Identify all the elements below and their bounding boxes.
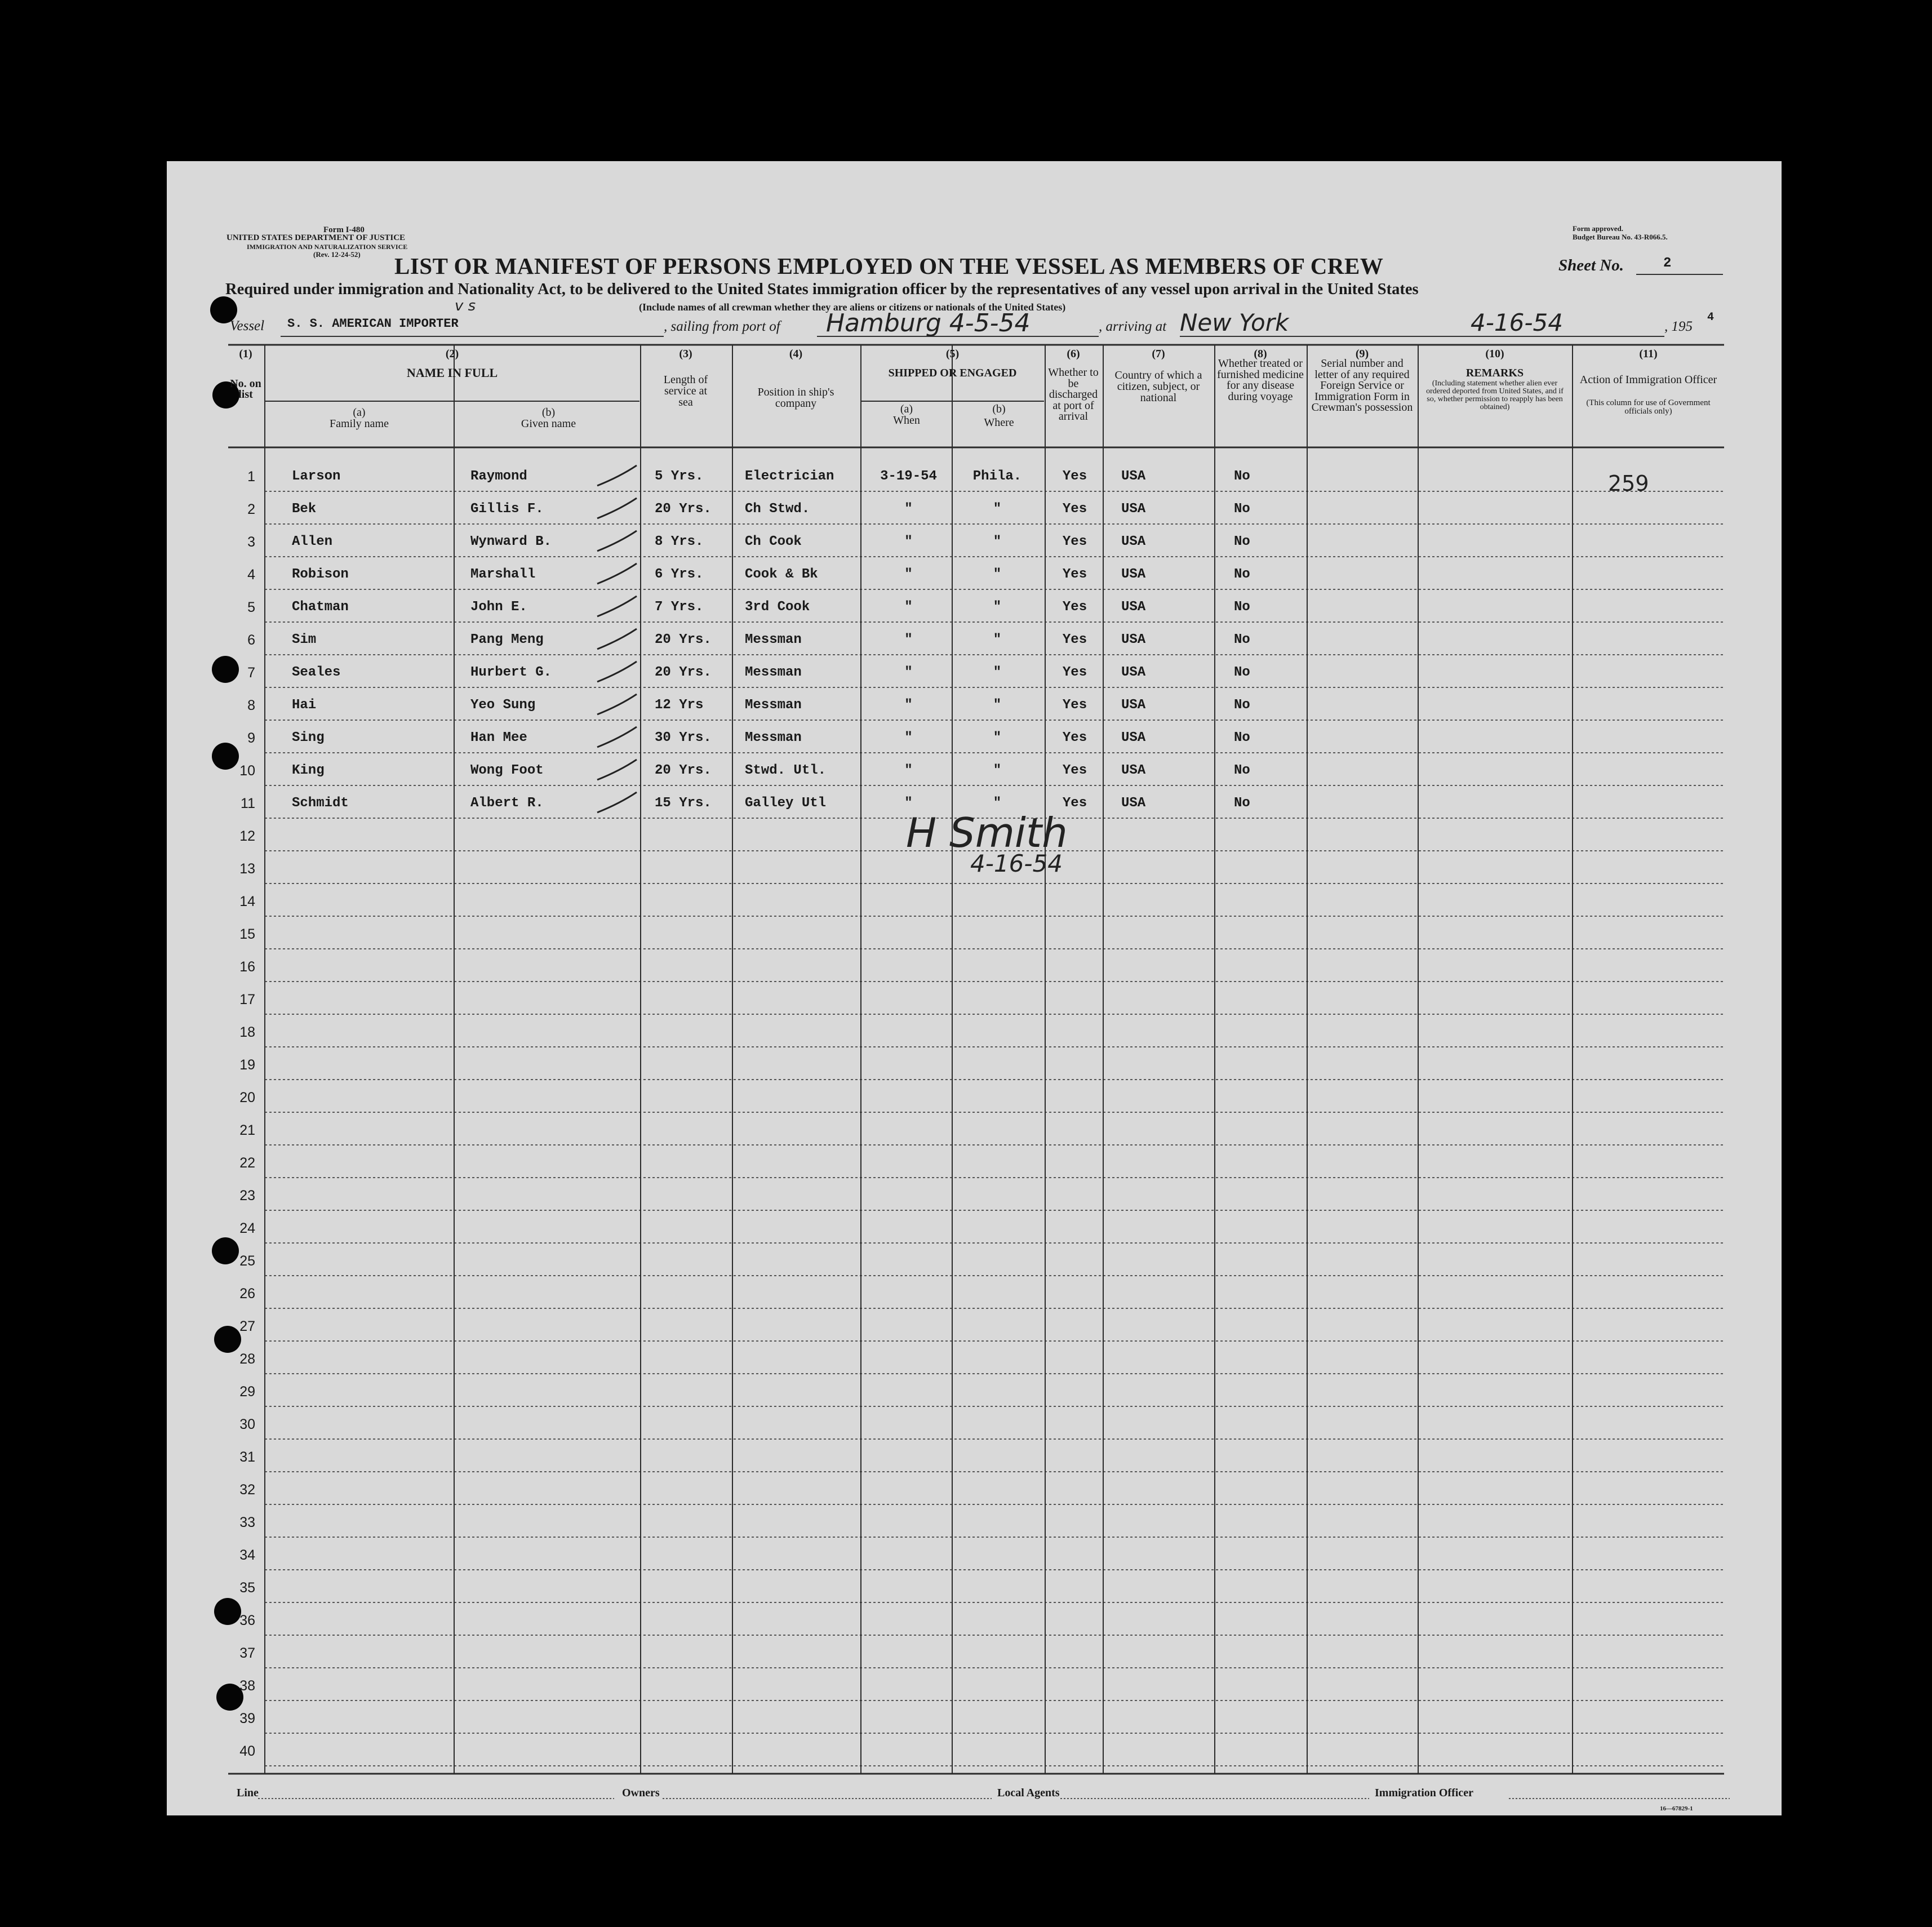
position: 3rd Cook <box>745 600 810 615</box>
discharged: Yes <box>1062 698 1087 713</box>
position: Cook & Bk <box>745 567 818 582</box>
shipped-where: " <box>993 763 1002 778</box>
shipped-where: " <box>993 567 1002 582</box>
line-number: 38 <box>239 1678 255 1694</box>
line-number: 35 <box>239 1580 255 1596</box>
family-name: Hai <box>292 698 317 713</box>
footer-agents-label: Local Agents <box>997 1787 1060 1799</box>
shipped-when: " <box>904 698 913 713</box>
col7-number: (7) <box>1152 348 1165 360</box>
family-name: Larson <box>292 469 341 484</box>
department: UNITED STATES DEPARTMENT OF JUSTICE <box>226 233 406 242</box>
row-number: 9 <box>247 730 255 746</box>
given-name: Pang Meng <box>470 632 544 647</box>
revision: (Rev. 12-24-52) <box>313 250 361 259</box>
treated: No <box>1234 763 1250 778</box>
service-length: 20 Yrs. <box>655 632 712 647</box>
service-length: 20 Yrs. <box>655 665 712 680</box>
service-length: 20 Yrs. <box>655 763 712 778</box>
include-note: (Include names of all crewman whether they are aliens or citizens or nationals of the United States) <box>639 301 1066 313</box>
year-digit: 4 <box>1707 311 1715 324</box>
service-length: 6 Yrs. <box>655 567 704 582</box>
shipped-when: " <box>904 632 913 647</box>
sailing-port: Hamburg 4-5-54 <box>826 309 1031 338</box>
service: IMMIGRATION AND NATURALIZATION SERVICE <box>247 243 408 251</box>
line-number: 16 <box>239 959 255 975</box>
col2a-header: Family name <box>330 418 389 430</box>
shipped-when: " <box>904 567 913 582</box>
line-number: 32 <box>239 1482 255 1498</box>
family-name: Robison <box>292 567 349 582</box>
discharged: Yes <box>1062 796 1087 811</box>
row-number: 1 <box>247 469 255 485</box>
col10-header: REMARKS <box>1465 367 1524 379</box>
line-number: 18 <box>239 1024 255 1040</box>
shipped-when: " <box>904 600 913 615</box>
given-name: John E. <box>470 600 527 615</box>
treated: No <box>1234 730 1250 745</box>
col8-header: Whether treated or furnished medicine for any disease during voyage <box>1217 357 1304 403</box>
country: USA <box>1121 665 1146 680</box>
discharged: Yes <box>1062 469 1087 484</box>
col1-header: No. on list <box>230 378 261 401</box>
family-name: Seales <box>292 665 341 680</box>
position: Messman <box>745 632 802 647</box>
row-number: 10 <box>239 763 255 779</box>
treated: No <box>1234 665 1250 680</box>
line-number: 37 <box>239 1645 255 1661</box>
line-number: 34 <box>239 1547 255 1563</box>
treated: No <box>1234 534 1250 549</box>
given-name: Han Mee <box>470 730 527 745</box>
shipped-when: " <box>904 730 913 745</box>
requirement-text: Required under immigration and Nationality Act, to be delivered to the United States immigration officer by the representatives of any vessel upon arrival in the United States <box>225 281 1419 298</box>
family-name: Sim <box>292 632 317 647</box>
col7-header: Country of which a citizen, subject, or national <box>1114 369 1202 404</box>
treated: No <box>1234 698 1250 713</box>
country: USA <box>1121 730 1146 745</box>
shipped-where: Phila. <box>972 469 1022 484</box>
position: Ch Stwd. <box>745 501 810 517</box>
arriving-port: New York <box>1180 309 1289 336</box>
family-name: Allen <box>292 534 333 549</box>
given-name: Wong Foot <box>470 763 544 778</box>
discharged: Yes <box>1062 534 1087 549</box>
line-number: 27 <box>239 1318 255 1334</box>
sheet-number: 2 <box>1663 256 1672 271</box>
line-number: 31 <box>239 1449 255 1465</box>
country: USA <box>1121 567 1146 582</box>
service-length: 5 Yrs. <box>655 469 704 484</box>
position: Messman <box>745 698 802 713</box>
col8-number: (8) <box>1254 348 1267 360</box>
country: USA <box>1121 600 1146 615</box>
treated: No <box>1234 632 1250 647</box>
line-number: 29 <box>239 1384 255 1400</box>
page-title: LIST OR MANIFEST OF PERSONS EMPLOYED ON THE VESSEL AS MEMBERS OF CREW <box>394 253 1384 279</box>
line-number: 33 <box>239 1515 255 1530</box>
line-number: 17 <box>239 992 255 1007</box>
shipped-when: " <box>904 534 913 549</box>
sheet-label: Sheet No. <box>1558 256 1624 274</box>
country: USA <box>1121 796 1146 811</box>
shipped-where: " <box>993 665 1002 680</box>
position: Stwd. Utl. <box>745 763 827 778</box>
line-number: 26 <box>239 1286 255 1302</box>
service-length: 12 Yrs <box>655 698 704 713</box>
col5b-header: Where <box>984 416 1014 429</box>
line-number: 21 <box>239 1122 255 1138</box>
treated: No <box>1234 796 1250 811</box>
line-number: 12 <box>239 828 255 844</box>
treated: No <box>1234 469 1250 484</box>
line-number: 19 <box>239 1057 255 1073</box>
shipped-where: " <box>993 698 1002 713</box>
line-number: 39 <box>239 1711 255 1726</box>
given-name: Marshall <box>470 567 536 582</box>
row-number: 8 <box>247 698 255 713</box>
service-length: 20 Yrs. <box>655 501 712 517</box>
line-number: 24 <box>239 1220 255 1236</box>
position: Electrician <box>745 469 834 484</box>
vessel-name: S. S. AMERICAN IMPORTER <box>287 317 459 331</box>
col1-number: (1) <box>239 348 252 360</box>
given-name: Raymond <box>470 469 527 484</box>
col5-header: SHIPPED OR ENGAGED <box>888 367 1017 379</box>
family-name: Schmidt <box>292 796 349 811</box>
line-number: 14 <box>239 894 255 909</box>
form-approved: Form approved. <box>1573 224 1624 233</box>
treated: No <box>1234 567 1250 582</box>
col5b-number: (b) <box>992 403 1006 415</box>
family-name: Chatman <box>292 600 349 615</box>
vessel-note: v s <box>455 298 476 314</box>
service-length: 30 Yrs. <box>655 730 712 745</box>
line-number: 23 <box>239 1188 255 1204</box>
country: USA <box>1121 469 1146 484</box>
shipped-where: " <box>993 632 1002 647</box>
service-length: 7 Yrs. <box>655 600 704 615</box>
country: USA <box>1121 534 1146 549</box>
col10-number: (10) <box>1485 348 1504 360</box>
arrival-date: 4-16-54 <box>1471 309 1563 336</box>
officer-stamp-number: 259 <box>1608 471 1649 496</box>
officer-signature-date: 4-16-54 <box>970 850 1063 877</box>
budget-bureau: Budget Bureau No. 43-R066.5. <box>1573 233 1668 241</box>
shipped-when: 3-19-54 <box>880 469 937 484</box>
discharged: Yes <box>1062 600 1087 615</box>
shipped-where: " <box>993 796 1002 811</box>
footer-officer-label: Immigration Officer <box>1375 1787 1473 1799</box>
family-name: Bek <box>292 501 317 517</box>
shipped-where: " <box>993 501 1002 517</box>
col3-header: Length of service at sea <box>663 374 708 409</box>
officer-signature: H Smith <box>906 809 1068 856</box>
line-number: 28 <box>239 1351 255 1367</box>
shipped-when: " <box>904 763 913 778</box>
treated: No <box>1234 600 1250 615</box>
position: Galley Utl <box>745 796 827 811</box>
position: Messman <box>745 665 802 680</box>
discharged: Yes <box>1062 501 1087 517</box>
col9-header: Serial number and letter of any required Foreign Service or Immigration Form in Crewman's possession <box>1311 357 1413 414</box>
col5a-number: (a) <box>900 403 913 415</box>
given-name: Wynward B. <box>470 534 552 549</box>
col6-header: Whether to be discharged at port of arrival <box>1048 366 1099 423</box>
line-number: 30 <box>239 1417 255 1432</box>
footer-line-label: Line <box>237 1787 259 1799</box>
col6-number: (6) <box>1067 348 1080 360</box>
row-number: 6 <box>247 632 255 648</box>
col2-number: (2) <box>445 348 459 360</box>
row-number: 4 <box>247 567 255 583</box>
shipped-when: " <box>904 501 913 517</box>
shipped-where: " <box>993 600 1002 615</box>
vessel-label: Vessel <box>230 318 265 334</box>
position: Ch Cook <box>745 534 802 549</box>
given-name: Albert R. <box>470 796 544 811</box>
family-name: Sing <box>292 730 325 745</box>
row-number: 2 <box>247 501 255 517</box>
country: USA <box>1121 698 1146 713</box>
line-number: 22 <box>239 1155 255 1171</box>
treated: No <box>1234 501 1250 517</box>
given-name: Hurbert G. <box>470 665 552 680</box>
col3-number: (3) <box>679 348 692 360</box>
discharged: Yes <box>1062 665 1087 680</box>
discharged: Yes <box>1062 763 1087 778</box>
shipped-where: " <box>993 730 1002 745</box>
given-name: Gillis F. <box>470 501 544 517</box>
col2-header: NAME IN FULL <box>406 366 498 380</box>
country: USA <box>1121 632 1146 647</box>
row-number: 7 <box>247 665 255 681</box>
year-label: , 195 <box>1664 319 1693 334</box>
col11-number: (11) <box>1639 348 1658 360</box>
col11-note: (This column for use of Government officials only) <box>1586 398 1711 416</box>
arriving-label: , arriving at <box>1099 319 1167 334</box>
discharged: Yes <box>1062 567 1087 582</box>
line-number: 25 <box>239 1253 255 1269</box>
shipped-when: " <box>904 665 913 680</box>
country: USA <box>1121 501 1146 517</box>
line-number: 15 <box>239 926 255 942</box>
col11-header: Action of Immigration Officer <box>1579 374 1717 386</box>
shipped-where: " <box>993 534 1002 549</box>
footer-form-number: 16—67829-1 <box>1660 1805 1693 1812</box>
given-name: Yeo Sung <box>470 698 536 713</box>
family-name: King <box>292 763 325 778</box>
service-length: 15 Yrs. <box>655 796 712 811</box>
col2b-header: Given name <box>521 418 576 430</box>
row-number: 11 <box>241 796 255 811</box>
footer-owners-label: Owners <box>622 1787 660 1799</box>
form-number: Form I-480 <box>323 225 365 234</box>
discharged: Yes <box>1062 730 1087 745</box>
line-number: 13 <box>239 861 255 877</box>
position: Messman <box>745 730 802 745</box>
col9-number: (9) <box>1355 348 1369 360</box>
row-number: 5 <box>247 600 255 615</box>
discharged: Yes <box>1062 632 1087 647</box>
line-number: 40 <box>239 1743 255 1759</box>
shipped-when: " <box>904 796 913 811</box>
col2b-number: (b) <box>541 406 556 419</box>
col4-number: (4) <box>789 348 803 360</box>
col5a-header: When <box>893 414 920 427</box>
col5-number: (5) <box>945 348 960 360</box>
row-number: 3 <box>247 534 255 550</box>
service-length: 8 Yrs. <box>655 534 704 549</box>
sailing-label: , sailing from port of <box>664 319 780 334</box>
col4-header: Position in ship's company <box>757 386 834 410</box>
col10-note: (Including statement whether alien ever ordered deported from United States, and if so, whether permission to reapply has been obtained) <box>1426 379 1564 411</box>
line-number: 36 <box>239 1613 255 1628</box>
col2a-number: (a) <box>353 406 366 419</box>
line-number: 20 <box>239 1090 255 1105</box>
country: USA <box>1121 763 1146 778</box>
